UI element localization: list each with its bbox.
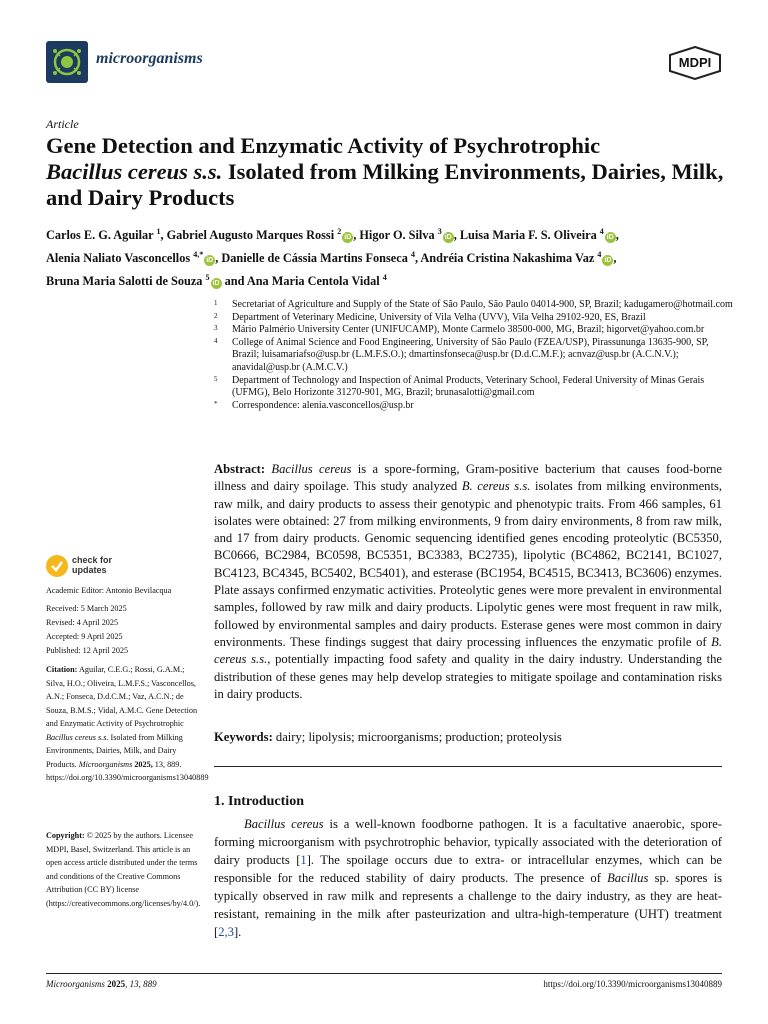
date-published: Published: 12 April 2025 (46, 646, 129, 655)
journal-name: microorganisms (96, 50, 203, 67)
orcid-icon[interactable]: iD (212, 280, 220, 288)
footer-doi[interactable]: https://doi.org/10.3390/microorganisms13040889 (543, 979, 722, 989)
affiliation: 3 Mário Palmério University Center (UNIFUCAMP), Monte Carmelo 38500-000, MG, Brazil; higorvet@yahoo.com.br (214, 324, 705, 336)
affiliation: 5 Department of Technology and Inspection of Animal Products, Veterinary School, Federal University of Minas Gerais (UFMG), Belo Horizonte 31270-901, MG, Brazil; brunasalotti@gmail.com (214, 374, 705, 399)
copyright-block: Copyright: © 2025 by the authors. Licensee MDPI, Basel, Switzerland. This article is an open access article distributed under the terms and conditions of the Creative Commons Attribution (CC BY) license (https://creativecommons.org/licenses/by/4.0/). (46, 831, 201, 908)
journal-logo (46, 41, 88, 83)
abstract-label: Abstract: (214, 462, 266, 476)
section-heading: 1. Introduction (214, 794, 304, 809)
article-title (46, 133, 736, 211)
author-list (46, 222, 736, 291)
affiliation: 4 College of Animal Science and Food Engineering, University of São Paulo (FZEA/USP), Pirassununga 13635-900, SP, Brazil; luisamariafso@usp.br (L.M.F.S.O.); dmartinsfonseca@usp.br (D.d.C.M.F.); acnvaz@usp.br (A.C.N.V.); anavidal@usp.br (A.M.C.V.) (214, 336, 709, 373)
title-line1: Gene Detection and Enzymatic Activity of Psychrotrophic (46, 133, 601, 158)
introduction-paragraph: Bacillus cereus is a well-known foodborne pathogen. It is a facultative anaerobic, spore-forming microorganism with psychrotrophic behavior, typically associated with the deterioration of dairy products [1]. The spoilage occurs due to extra- or intracellular enzymes, which can be responsible for the reduced stability of dairy products. The presence of Bacillus sp. spores is typically observed in raw milk and represents a challenge to the dairy industry, as they are heat-resistant, remaining in the milk after pasteurization and ultra-high-temperature (UHT) treatment [2,3]. (214, 817, 722, 939)
footer-citation: Microorganisms 2025, 13, 889 (46, 979, 157, 989)
check-for-updates-icon[interactable] (46, 555, 68, 577)
title-species: Bacillus cereus s.s. (46, 159, 223, 184)
article-type: Article (46, 117, 79, 131)
keywords-label: Keywords: (214, 730, 273, 744)
orcid-icon[interactable]: iD (344, 234, 352, 242)
date-accepted: Accepted: 9 April 2025 (46, 632, 123, 641)
abstract: Abstract: Bacillus cereus is a spore-forming, Gram-positive bacterium that causes food-borne illness and dairy spoilage. This study analyzed B. cereus s.s. isolates from milking environments, raw milk, and dairy products to assess their genotypic and phenotypic traits. From 466 samples, 61 isolates were obtained: 27 from milking environments, 9 from dairy environments, 8 from raw milk, and 17 from dairy products. Genomic sequencing identified genes encoding proteolytic (BC5350, BC0666, BC2984, BC0598, BC5351, BC3383, BC2735), lipolytic (BC4862, BC2141, BC1027, BC4123, BC4345, BC5402, BC5401), and esterase (BC1954, BC4515, BC3413, BC3606) enzymes. Plate assays confirmed enzymatic activities. Proteolytic genes were more prevalent in environmental samples, followed by raw milk and dairy products. Lipolytic genes were most frequent in raw milk, followed by environmental samples and dairy products. Esterase genes were most common in dairy environments. These findings suggest that dairy processing influences the enzymatic profile of B. cereus s.s., potentially impacting food safety and quality in the dairy industry. Understanding the distribution of these genes may help develop strategies to mitigate spoilage and contamination risks in dairy products. (214, 462, 723, 701)
divider (214, 766, 722, 767)
date-revised: Revised: 4 April 2025 (46, 618, 119, 627)
affiliations (214, 299, 734, 412)
orcid-icon[interactable]: iD (606, 234, 614, 242)
academic-editor: Academic Editor: Antonio Bevilacqua (46, 586, 172, 595)
orcid-icon[interactable]: iD (604, 257, 612, 265)
citation-block: Citation: Aguilar, C.E.G.; Rossi, G.A.M.; Silva, H.O.; Oliveira, L.M.F.S.; Vasconcellos, A.N.; Fonseca, D.d.C.M.; Vaz, A.C.N.; de Souza, B.M.S.; Vidal, A.M.C. Gene Detection and Enzymatic Activity of Psychrotrophic Bacillus cereus s.s. Isolated from Milking Environments, Dairies, Milk, and Dairy Products. Microorganisms 2025, 13, 889. https://doi.org/10.3390/microorganisms13040889 (46, 665, 209, 782)
citation-link[interactable]: 2,3 (218, 925, 234, 939)
publisher-name: MDPI (678, 55, 712, 70)
orcid-icon[interactable]: iD (206, 257, 214, 265)
microbe-icon (46, 41, 88, 83)
author-line-2: Alenia Naliato Vasconcellos $^{4,*}$iD , Danielle de Cássia Martins Fonseca $^4$, Andréia Cristina Nakashima Vaz $^4$iD , (46, 250, 617, 266)
title-rest: Isolated from Milking Environments, Dairies, Milk, and Dairy Products (46, 159, 724, 210)
author-line-3: Bruna Maria Salotti de Souza $^5$iD and Ana Maria Centola Vidal $^4$ (46, 273, 387, 289)
affiliation: 1 Secretariat of Agriculture and Supply of the State of São Paulo, São Paulo 04014-900, SP, Brazil; kadugamero@hotmail.com (214, 299, 733, 310)
footer-divider (46, 973, 722, 974)
author-line-1: Carlos E. G. Aguilar $^1$, Gabriel Augusto Marques Rossi $^2$iD , Higor O. Silva $^3$iD , Luisa Maria F. S. Oliveira $^4$iD , (46, 227, 619, 243)
check-for-updates-button[interactable]: check for updates (72, 555, 113, 575)
date-received: Received: 5 March 2025 (46, 604, 127, 613)
publisher-logo (668, 46, 722, 80)
affiliation: 2 Department of Veterinary Medicine, University of Vila Velha (UVV), Vila Velha 29102-920, ES, Brazil (214, 311, 646, 323)
correspondence: * Correspondence: alenia.vasconcellos@usp.br (214, 399, 414, 411)
orcid-icon[interactable]: iD (444, 234, 452, 242)
citation-link[interactable]: 1 (300, 853, 307, 867)
keywords: Keywords: dairy; lipolysis; microorganisms; production; proteolysis (214, 730, 562, 744)
